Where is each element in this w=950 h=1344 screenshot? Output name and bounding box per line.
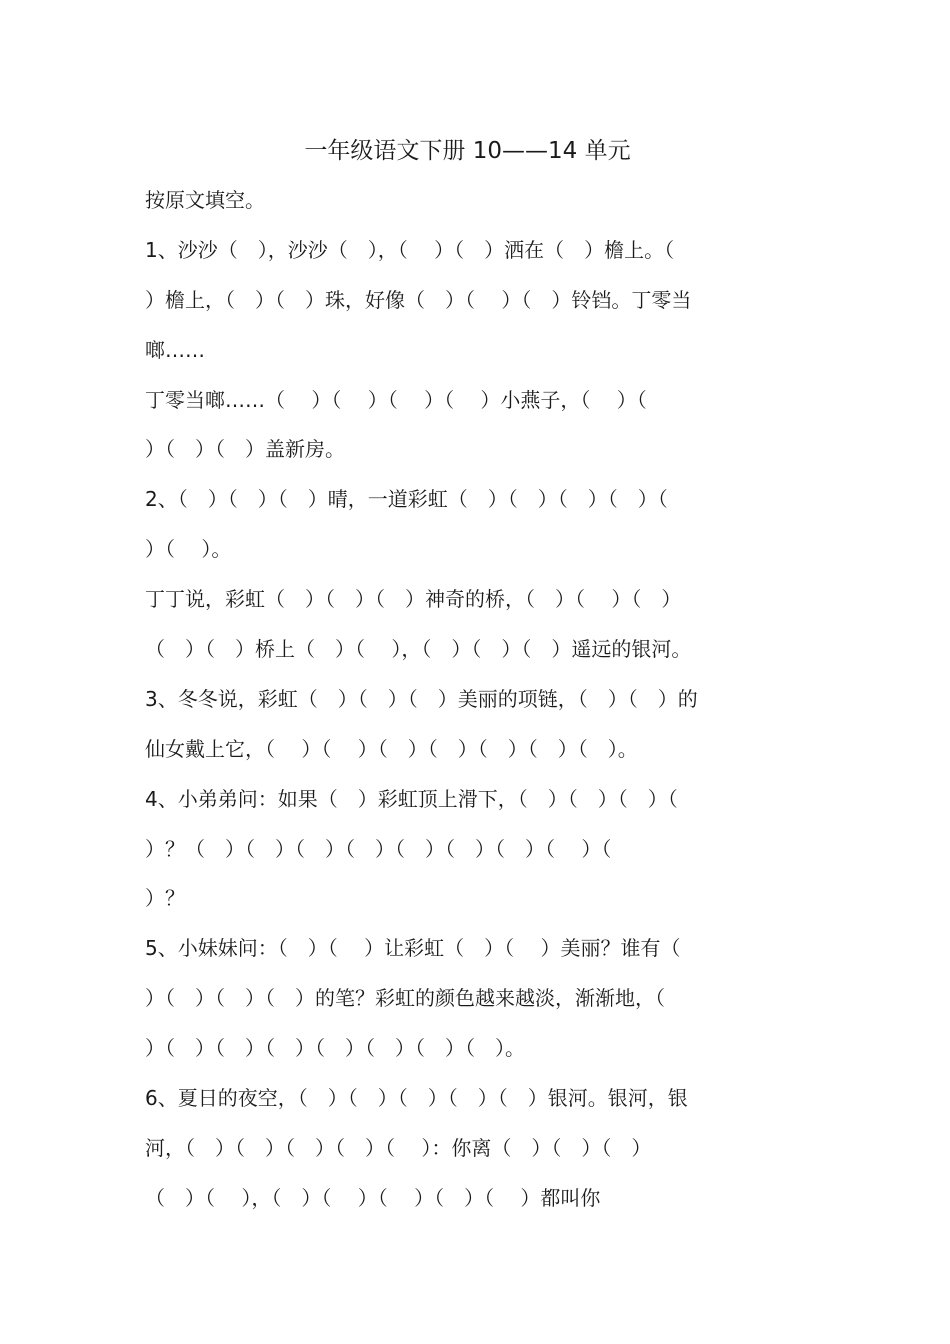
text-line: ）？（ ）（ ）（ ）（ ）（ ）（ ）（ ）（ ）（ xyxy=(145,836,612,861)
text-line: ）檐上，（ ）（ ）珠，好像（ ）（ ）（ ）铃铛。丁零当 xyxy=(145,287,692,312)
page-title: 一年级语文下册 10——14 单元 xyxy=(304,138,631,164)
text-line: 1、沙沙（ ），沙沙（ ），（ ）（ ）洒在（ ）檐上。（ xyxy=(145,237,675,262)
text-line: 6、夏日的夜空，（ ）（ ）（ ）（ ）（ ）银河。银河，银 xyxy=(145,1086,688,1111)
text-line: 河，（ ）（ ）（ ）（ ）（ ）：你离（ ）（ ）（ ） xyxy=(145,1135,652,1160)
text-line: 仙女戴上它，（ ）（ ）（ ）（ ）（ ）（ ）（ ）。 xyxy=(145,736,638,761)
text-line: 4、小弟弟问：如果（ ）彩虹顶上滑下，（ ）（ ）（ ）（ xyxy=(145,786,678,811)
text-line: 啷…… xyxy=(145,337,205,362)
instruction-line: 按原文填空。 xyxy=(145,188,265,212)
text-line: 2、（ ）（ ）（ ）晴，一道彩虹（ ）（ ）（ ）（ ）（ xyxy=(145,487,668,512)
text-line: （ ）（ ），（ ）（ ）（ ）（ ）（ ）都叫你 xyxy=(145,1185,601,1210)
text-line: ）（ ）（ ）盖新房。 xyxy=(145,437,345,462)
text-line: 丁零当啷……（ ）（ ）（ ）（ ）小燕子，（ ）（ xyxy=(145,387,647,412)
text-line: ）（ ）（ ）（ ）（ ）（ ）（ ）（ ）。 xyxy=(145,1036,525,1061)
exercise-body xyxy=(145,185,820,1233)
text-line: 丁丁说，彩虹（ ）（ ）（ ）神奇的桥，（ ）（ ）（ ） xyxy=(145,587,682,612)
text-line: 3、冬冬说，彩虹（ ）（ ）（ ）美丽的项链，（ ）（ ）的 xyxy=(145,686,698,711)
text-line: ）？ xyxy=(145,886,185,911)
text-line: ）（ ）。 xyxy=(145,537,232,562)
text-line: （ ）（ ）桥上（ ）（ ），（ ）（ ）（ ）遥远的银河。 xyxy=(145,637,692,662)
text-line: 5、小妹妹问：（ ）（ ）让彩虹（ ）（ ）美丽？谁有（ xyxy=(145,936,681,961)
text-line: ）（ ）（ ）（ ）的笔？彩虹的颜色越来越淡，渐渐地，（ xyxy=(145,986,665,1011)
